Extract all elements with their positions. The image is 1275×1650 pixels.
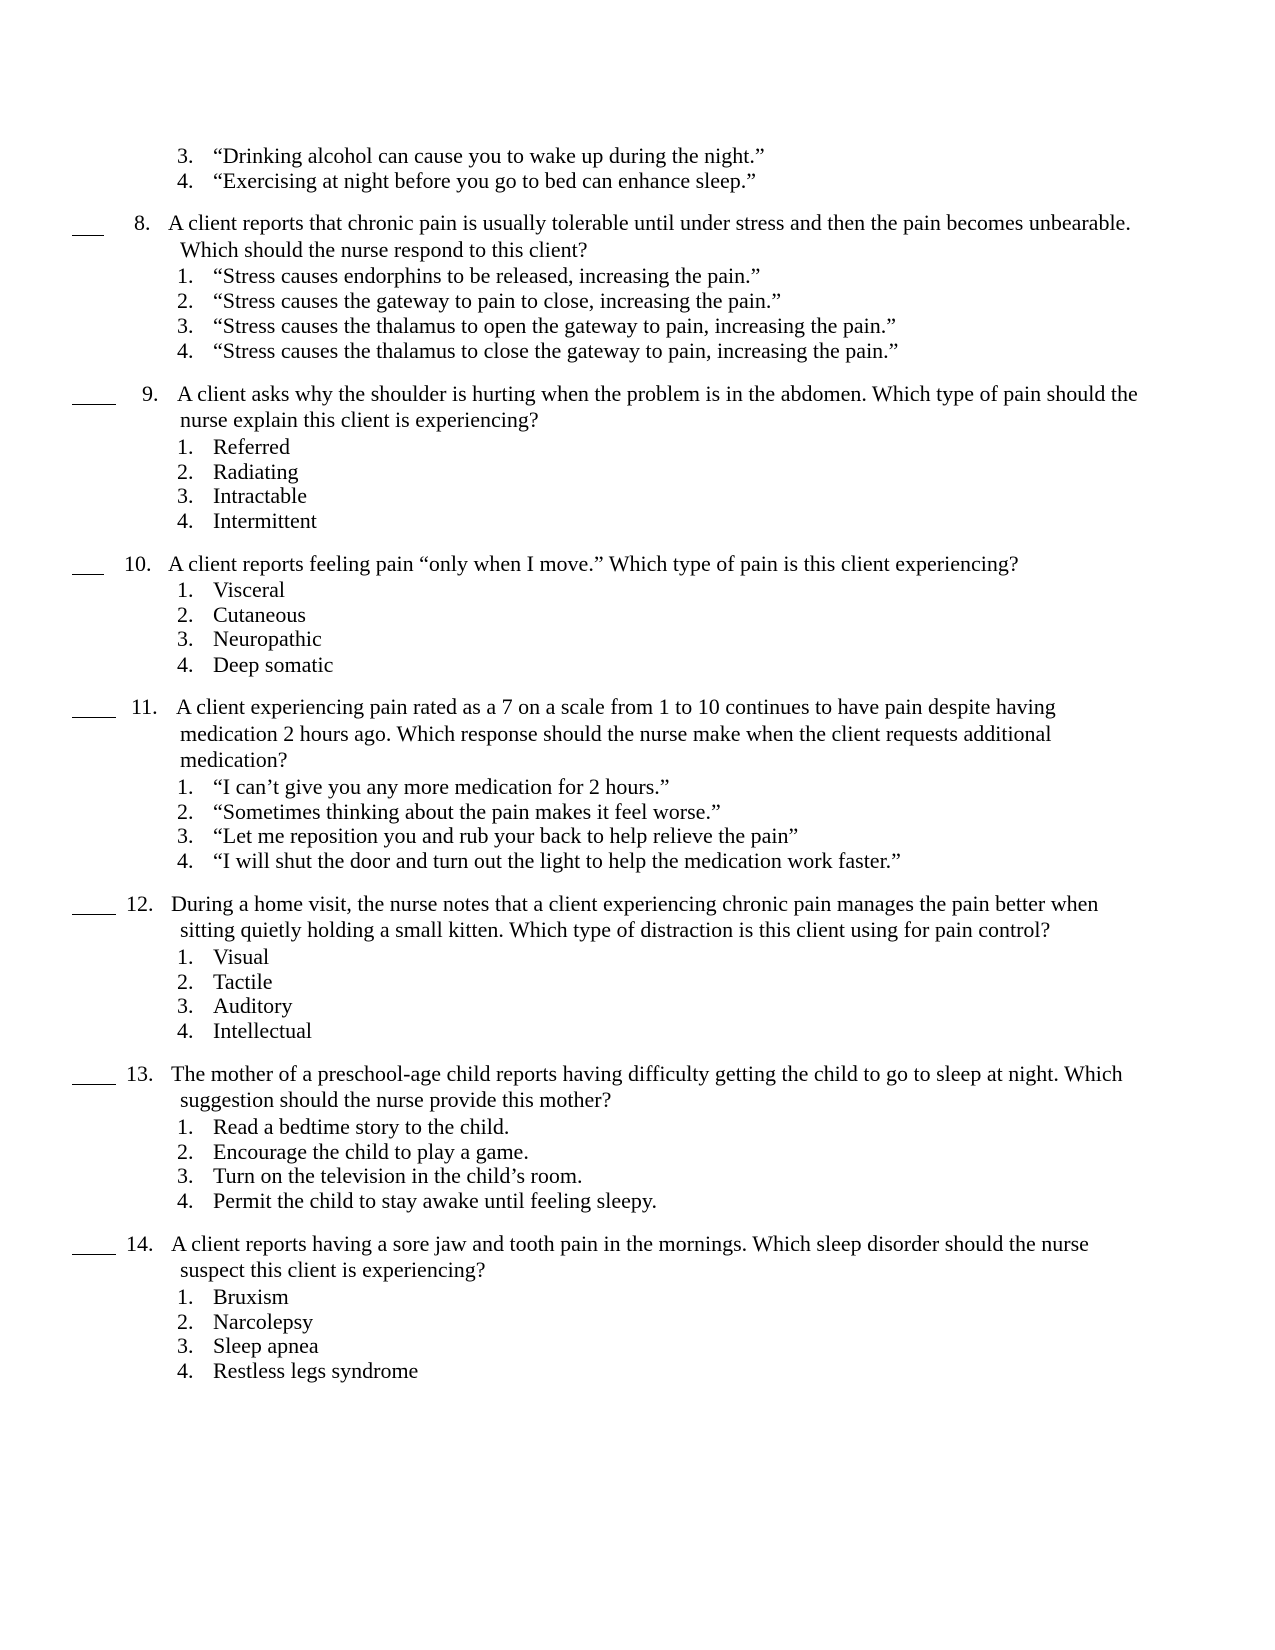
question-text: sitting quietly holding a small kitten. Which type of distraction is this client using for pain control?	[180, 917, 1051, 942]
question-number: 9.	[142, 381, 159, 406]
question-text: medication?	[180, 747, 288, 772]
choice-text: “I will shut the door and turn out the light to help the medication work faster.”	[213, 848, 901, 873]
choice-number: 1.	[177, 263, 194, 288]
choice-number: 4.	[177, 1358, 194, 1383]
answer-blank[interactable]	[72, 574, 104, 575]
choice-number: 2.	[177, 602, 194, 627]
question-text: A client reports that chronic pain is usually tolerable until under stress and then the pain becomes unbearable.	[168, 210, 1131, 235]
choice-text: “Stress causes endorphins to be released, increasing the pain.”	[213, 263, 761, 288]
choice-text: Encourage the child to play a game.	[213, 1139, 529, 1164]
choice-number: 2.	[177, 799, 194, 824]
choice-number: 1.	[177, 1284, 194, 1309]
choice-number: 4.	[177, 652, 194, 677]
choice-number: 2.	[177, 1309, 194, 1334]
choice-text: Restless legs syndrome	[213, 1358, 419, 1383]
question-number: 13.	[126, 1061, 154, 1086]
choice-number: 4.	[177, 338, 194, 363]
choice-number: 4.	[177, 168, 194, 193]
choice-text: “Exercising at night before you go to bed can enhance sleep.”	[213, 168, 757, 193]
choice-number: 3.	[177, 626, 194, 651]
choice-number: 3.	[177, 483, 194, 508]
question-text: suspect this client is experiencing?	[180, 1257, 486, 1282]
choice-text: Visual	[213, 944, 270, 969]
choice-number: 3.	[177, 993, 194, 1018]
answer-blank[interactable]	[72, 1084, 116, 1085]
question-text: A client experiencing pain rated as a 7 on a scale from 1 to 10 continues to have pain despite having	[176, 694, 1056, 719]
question-number: 14.	[126, 1231, 154, 1256]
choice-text: Permit the child to stay awake until feeling sleepy.	[213, 1188, 657, 1213]
choice-text: “Let me reposition you and rub your back to help relieve the pain”	[213, 823, 799, 848]
choice-number: 4.	[177, 848, 194, 873]
answer-blank[interactable]	[72, 914, 116, 915]
choice-number: 2.	[177, 969, 194, 994]
choice-number: 4.	[177, 508, 194, 533]
choice-number: 2.	[177, 288, 194, 313]
choice-text: “I can’t give you any more medication for 2 hours.”	[213, 774, 670, 799]
choice-number: 1.	[177, 774, 194, 799]
choice-text: Auditory	[213, 993, 293, 1018]
choice-number: 1.	[177, 944, 194, 969]
choice-text: “Stress causes the thalamus to open the gateway to pain, increasing the pain.”	[213, 313, 897, 338]
choice-text: “Stress causes the gateway to pain to close, increasing the pain.”	[213, 288, 782, 313]
question-number: 10.	[124, 551, 152, 576]
choice-number: 4.	[177, 1188, 194, 1213]
choice-text: Neuropathic	[213, 626, 322, 651]
choice-text: “Drinking alcohol can cause you to wake up during the night.”	[213, 143, 765, 168]
choice-number: 3.	[177, 1163, 194, 1188]
choice-text: Visceral	[213, 577, 285, 602]
question-text: nurse explain this client is experiencing?	[180, 407, 539, 432]
choice-text: Cutaneous	[213, 602, 306, 627]
question-text: Which should the nurse respond to this client?	[180, 237, 588, 262]
answer-blank[interactable]	[72, 1254, 116, 1255]
choice-number: 3.	[177, 1333, 194, 1358]
question-text: The mother of a preschool-age child reports having difficulty getting the child to go to sleep at night. Which	[171, 1061, 1123, 1086]
question-text: A client reports feeling pain “only when I move.” Which type of pain is this client experiencing?	[168, 551, 1019, 576]
choice-number: 2.	[177, 459, 194, 484]
choice-text: Intellectual	[213, 1018, 312, 1043]
choice-number: 4.	[177, 1018, 194, 1043]
choice-number: 3.	[177, 823, 194, 848]
choice-text: Tactile	[213, 969, 273, 994]
choice-text: Referred	[213, 434, 290, 459]
question-text: A client reports having a sore jaw and tooth pain in the mornings. Which sleep disorder should the nurse	[171, 1231, 1089, 1256]
question-number: 8.	[134, 210, 151, 235]
choice-text: Deep somatic	[213, 652, 334, 677]
choice-text: Radiating	[213, 459, 299, 484]
choice-text: Sleep apnea	[213, 1333, 319, 1358]
choice-number: 1.	[177, 577, 194, 602]
choice-text: Turn on the television in the child’s room.	[213, 1163, 583, 1188]
choice-number: 3.	[177, 143, 194, 168]
question-text: medication 2 hours ago. Which response should the nurse make when the client requests additional	[180, 721, 1052, 746]
choice-text: Intractable	[213, 483, 308, 508]
choice-text: Intermittent	[213, 508, 317, 533]
answer-blank[interactable]	[72, 235, 104, 236]
answer-blank[interactable]	[72, 404, 116, 405]
choice-text: Read a bedtime story to the child.	[213, 1114, 510, 1139]
choice-number: 3.	[177, 313, 194, 338]
choice-number: 1.	[177, 434, 194, 459]
question-number: 11.	[131, 694, 158, 719]
choice-number: 1.	[177, 1114, 194, 1139]
question-text: suggestion should the nurse provide this mother?	[180, 1087, 612, 1112]
choice-text: “Stress causes the thalamus to close the gateway to pain, increasing the pain.”	[213, 338, 899, 363]
question-text: During a home visit, the nurse notes that a client experiencing chronic pain manages the pain better when	[171, 891, 1099, 916]
question-number: 12.	[126, 891, 154, 916]
choice-text: “Sometimes thinking about the pain makes it feel worse.”	[213, 799, 721, 824]
question-text: A client asks why the shoulder is hurting when the problem is in the abdomen. Which type of pain should the	[177, 381, 1138, 406]
choice-text: Bruxism	[213, 1284, 289, 1309]
answer-blank[interactable]	[72, 717, 116, 718]
choice-text: Narcolepsy	[213, 1309, 314, 1334]
choice-number: 2.	[177, 1139, 194, 1164]
